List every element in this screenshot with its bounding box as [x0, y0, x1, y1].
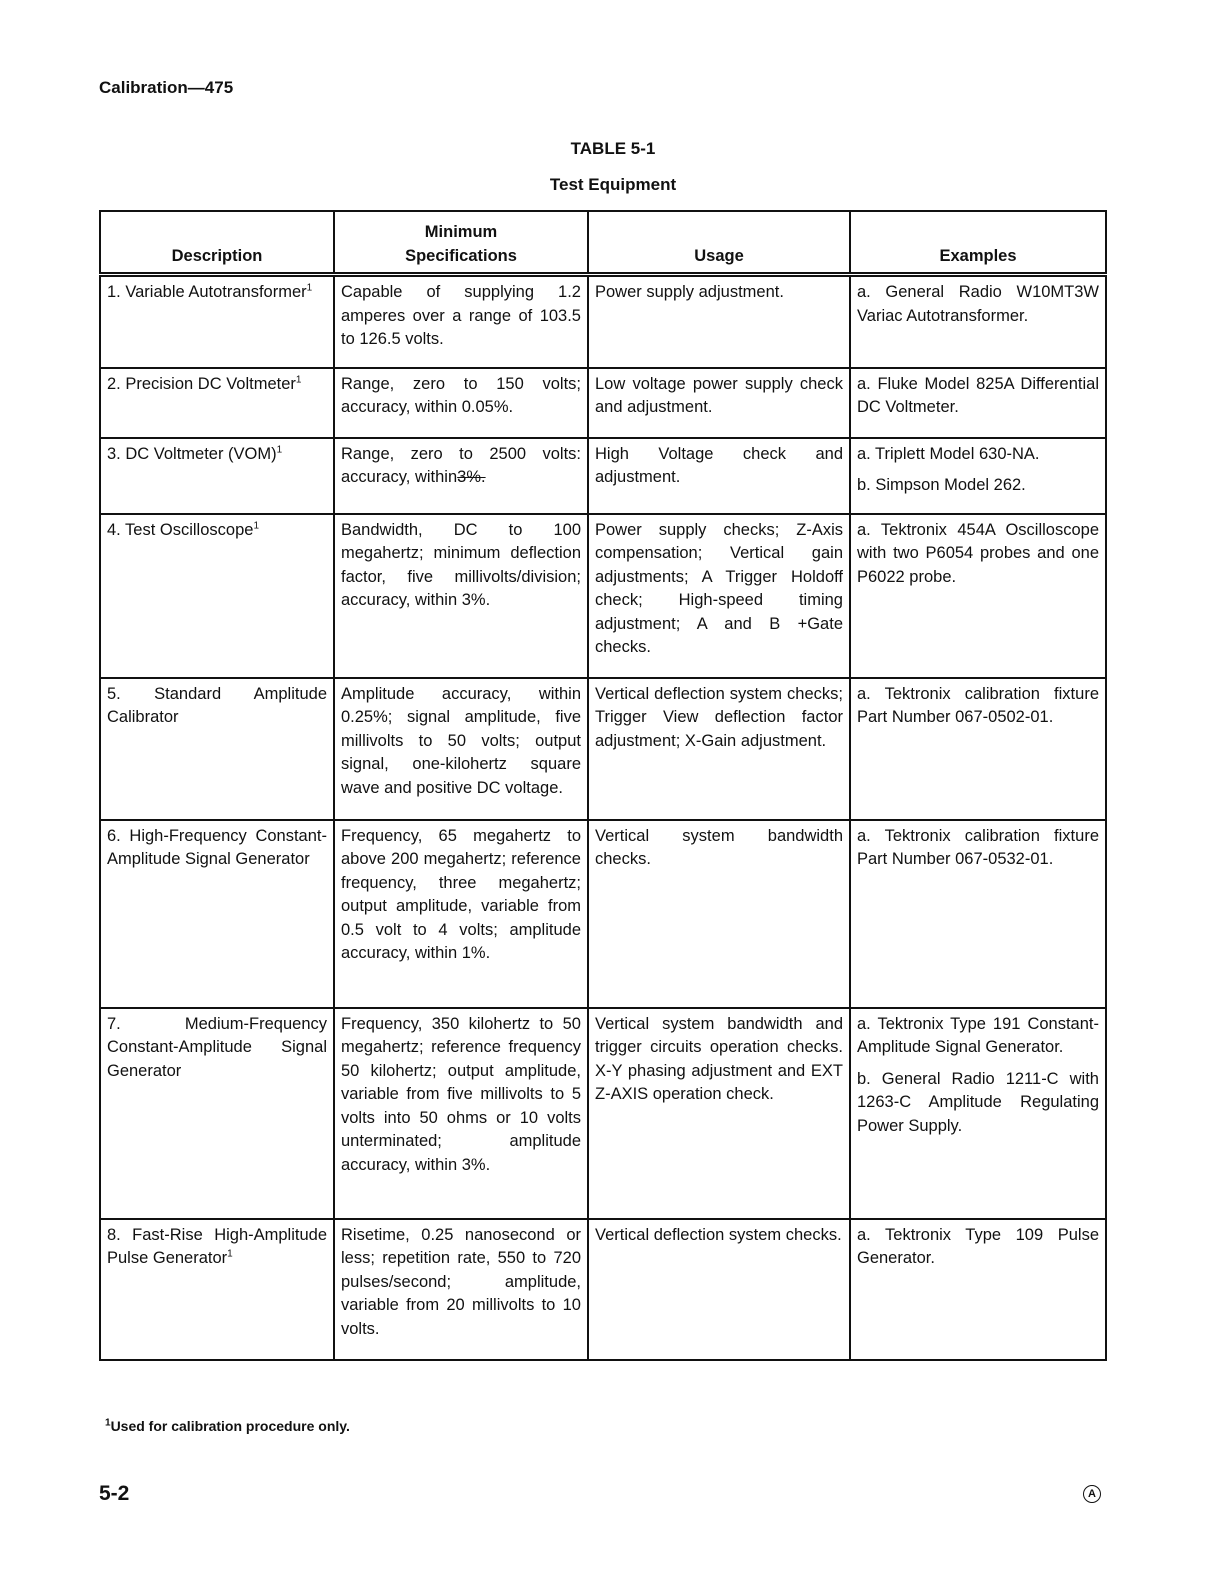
row-description: [100, 820, 334, 1008]
row-description: [100, 514, 334, 678]
row-description-text: 7. Medium-Frequency Constant-Amplitude Signal Generator: [107, 1014, 327, 1080]
row-example-a: a. Fluke Model 825A Differential DC Voltmeter.: [857, 374, 1099, 416]
row-usage: Vertical deflection system checks.: [588, 1219, 850, 1360]
table-header-row: [100, 211, 1106, 275]
row-example-a: a. General Radio W10MT3W Variac Autotransformer.: [857, 283, 1099, 325]
row-usage: Vertical deflection system checks; Trigger View deflection factor adjustment; X-Gain adjustment.: [588, 678, 850, 820]
table-row: [100, 438, 1106, 514]
row-usage: Low voltage power supply check and adjustment.: [588, 368, 850, 438]
row-usage: Power supply checks; Z-Axis compensation; Vertical gain adjustments; A Trigger Holdoff check; High-speed timing adjustment; A and B +Gate checks.: [588, 514, 850, 678]
row-specs: Amplitude accuracy, within 0.25%; signal amplitude, five millivolts to 50 volts; output signal, one-kilohertz square wave and positive DC voltage.: [334, 678, 588, 820]
row-example-b: b. General Radio 1211-C with 1263-C Amplitude Regulating Power Supply.: [857, 1069, 1099, 1135]
row-example-b: b. Simpson Model 262.: [857, 476, 1026, 494]
row-example-a: a. Tektronix 454A Oscilloscope with two P6054 probes and one P6022 probe.: [857, 520, 1099, 586]
table-row: [100, 514, 1106, 678]
row-specs-text: Range, zero to 2500 volts: accuracy, within: [341, 444, 581, 486]
row-examples: [850, 368, 1106, 438]
footnote-marker: 1: [276, 444, 283, 455]
row-description-text: 2. Precision DC Voltmeter: [107, 374, 296, 393]
row-description-text: 3. DC Voltmeter (VOM): [107, 444, 277, 463]
row-specs: Risetime, 0.25 nanosecond or less; repetition rate, 550 to 720 pulses/second; amplitude, variable from 20 millivolts to 10 volts.: [334, 1219, 588, 1360]
struck-out-text: 3%.: [457, 468, 486, 486]
row-examples: [850, 1008, 1106, 1219]
row-description: [100, 678, 334, 820]
row-example-a: a. Tektronix Type 191 Constant-Amplitude Signal Generator.: [857, 1014, 1099, 1056]
table-row: [100, 820, 1106, 1008]
column-header-examples: Examples: [850, 211, 1106, 275]
column-header-usage: Usage: [588, 211, 850, 275]
page-header-title: Calibration—475: [99, 78, 234, 97]
row-examples: [850, 678, 1106, 820]
row-example-a: a. Tektronix Type 109 Pulse Generator.: [857, 1225, 1099, 1267]
row-specs: [334, 438, 588, 514]
table-row: [100, 1008, 1106, 1219]
row-usage: Vertical system bandwidth checks.: [588, 820, 850, 1008]
footnote: [105, 1418, 350, 1434]
row-description: [100, 1219, 334, 1360]
row-description: [100, 275, 334, 368]
column-header-min-specs-line2: Specifications: [405, 247, 517, 265]
row-examples: [850, 275, 1106, 368]
row-example-a: a. Tektronix calibration fixture Part Number 067-0532-01.: [857, 826, 1099, 868]
column-header-min-specs-line1: Minimum: [424, 223, 498, 241]
row-examples: [850, 514, 1106, 678]
row-example-a: a. Triplett Model 630-NA.: [857, 444, 1040, 463]
column-header-min-specs: [334, 211, 588, 275]
table-title: TABLE 5-1: [570, 139, 656, 158]
table-row: [100, 678, 1106, 820]
row-description-text: 6. High-Frequency Constant-Amplitude Signal Generator: [107, 826, 327, 868]
footnote-marker: 1: [306, 282, 313, 294]
footnote-text: Used for calibration procedure only.: [110, 1418, 350, 1434]
footnote-marker: 1: [227, 1248, 233, 1260]
row-specs: Frequency, 65 megahertz to above 200 megahertz; reference frequency, three megahertz; output amplitude, variable from 0.5 volt to 4 volts; amplitude accuracy, within 1%.: [334, 820, 588, 1008]
row-examples: [850, 438, 1106, 514]
row-usage: Power supply adjustment.: [588, 275, 850, 368]
column-header-description: Description: [100, 211, 334, 275]
row-specs: Range, zero to 150 volts; accuracy, within 0.05%.: [334, 368, 588, 438]
footnote-marker: 1: [253, 520, 259, 531]
row-description-text: 1. Variable Autotransformer: [107, 283, 307, 301]
test-equipment-table: [99, 210, 1107, 1361]
row-description: [100, 438, 334, 514]
row-description-text: 8. Fast-Rise High-Amplitude Pulse Generator: [107, 1225, 327, 1267]
page-number: 5-2: [99, 1482, 130, 1505]
footnote-marker: 1: [105, 1417, 111, 1429]
row-description: [100, 1008, 334, 1219]
row-usage: High Voltage check and adjustment.: [588, 438, 850, 514]
row-example-a: a. Tektronix calibration fixture Part Number 067-0502-01.: [857, 684, 1099, 726]
row-examples: [850, 820, 1106, 1008]
table-row: [100, 275, 1106, 368]
row-specs: Capable of supplying 1.2 amperes over a range of 103.5 to 126.5 volts.: [334, 275, 588, 368]
row-specs: Frequency, 350 kilohertz to 50 megahertz; reference frequency 50 kilohertz; output amplitude, variable from five millivolts to 5 volts into 50 ohms or 10 volts unterminated; amplitude accuracy, within 3%.: [334, 1008, 588, 1219]
row-examples: [850, 1219, 1106, 1360]
row-description-text: 5. Standard Amplitude Calibrator: [107, 684, 327, 726]
row-description: [100, 368, 334, 438]
table-subtitle: Test Equipment: [549, 175, 677, 194]
table-row: [100, 368, 1106, 438]
table-row: [100, 1219, 1106, 1360]
row-specs: Bandwidth, DC to 100 megahertz; minimum deflection factor, five millivolts/division; accuracy, within 3%.: [334, 514, 588, 678]
footnote-marker: 1: [295, 374, 302, 385]
revision-mark: A: [1083, 1485, 1101, 1503]
row-usage: Vertical system bandwidth and trigger circuits operation checks. X-Y phasing adjustment and EXT Z-AXIS operation check.: [588, 1008, 850, 1219]
row-description-text: 4. Test Oscilloscope: [107, 520, 254, 539]
